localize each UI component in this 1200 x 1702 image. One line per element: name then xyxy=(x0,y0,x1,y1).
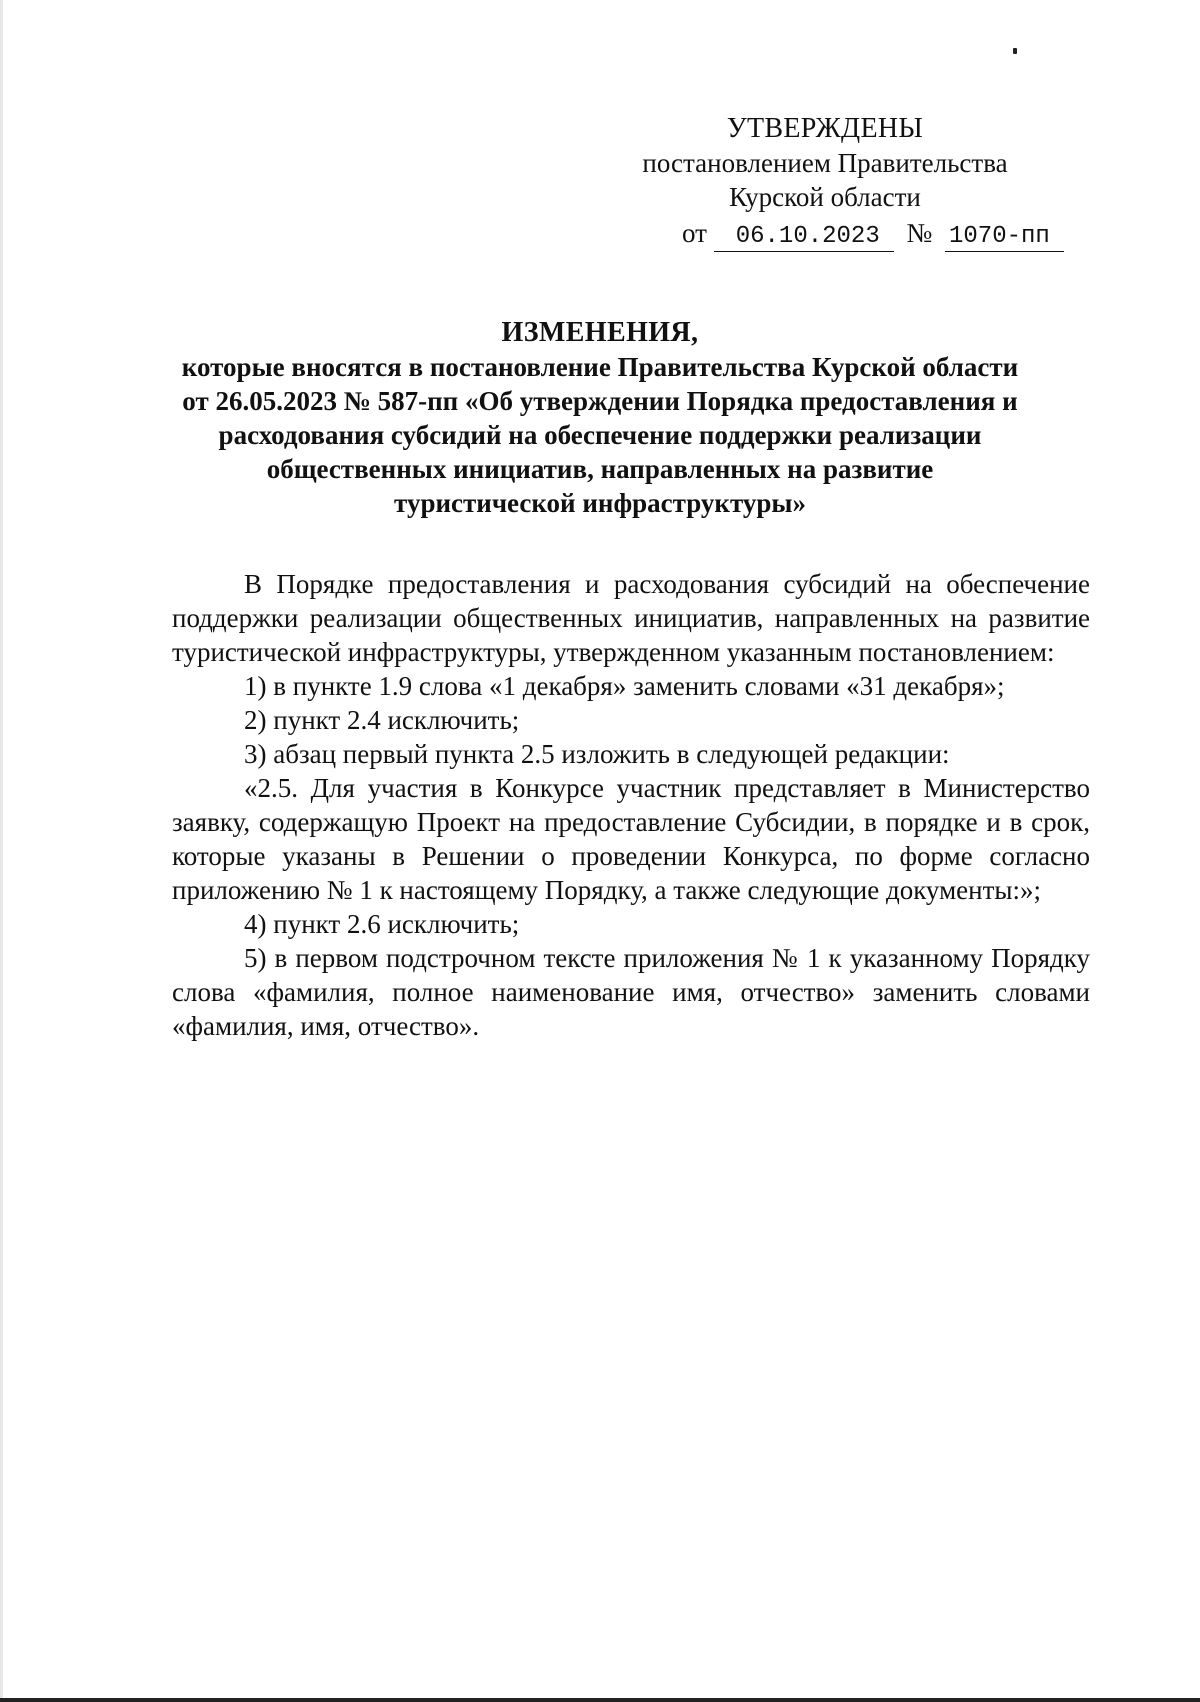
approval-stamp-block xyxy=(620,112,1120,252)
body-quoted-paragraph: «2.5. Для участия в Конкурсе участник представляет в Министерство заявку, содержащую Проект на предоставление Субсидии, в порядке и в срок, которые указаны в Решении о проведении Конкурса, по форме согласно приложению № 1 к настоящему Порядку, а также следующие документы:»; xyxy=(172,773,1090,905)
body-item-3: 3) абзац первый пункта 2.5 изложить в следующей редакции: xyxy=(244,739,950,769)
scan-bottom-edge xyxy=(0,1698,1200,1702)
approval-line-1: постановлением Правительства xyxy=(642,148,1008,178)
heading-subtitle-line: от 26.05.2023 № 587-пп «Об утверждении Порядка предоставления и xyxy=(182,386,1018,416)
body-item-5: 5) в первом подстрочном тексте приложения № 1 к указанному Порядку слова «фамилия, полное наименование имя, отчество» заменить словами «фамилия, имя, отчество». xyxy=(172,943,1090,1041)
scan-artifact-dot xyxy=(1013,48,1017,54)
document-heading xyxy=(140,316,1060,520)
heading-title: ИЗМЕНЕНИЯ, xyxy=(501,317,699,348)
heading-subtitle-line: расходования субсидий на обеспечение поддержки реализации xyxy=(218,420,982,450)
heading-subtitle-line: туристической инфраструктуры» xyxy=(394,488,806,518)
approval-title: УТВЕРЖДЕНЫ xyxy=(726,113,924,144)
body-item-1: 1) в пункте 1.9 слова «1 декабря» заменить словами «31 декабря»; xyxy=(244,671,1005,701)
approval-number: 1070-пп xyxy=(945,223,1064,252)
body-paragraph-intro: В Порядке предоставления и расходования субсидий на обеспечение поддержки реализации общественных инициатив, направленных на развитие туристической инфраструктуры, утвержденном указанным постановлением: xyxy=(172,569,1090,667)
approval-date: 06.10.2023 xyxy=(714,223,894,252)
approval-date-line xyxy=(620,216,1120,252)
number-prefix: № xyxy=(906,218,933,248)
scan-edge xyxy=(0,0,3,1702)
date-prefix: от xyxy=(682,218,707,248)
heading-subtitle-line: которые вносятся в постановление Правительства Курской области xyxy=(181,352,1019,382)
body-item-4: 4) пункт 2.6 исключить; xyxy=(244,909,520,939)
heading-subtitle-line: общественных инициатив, направленных на развитие xyxy=(266,454,934,484)
document-body xyxy=(172,567,1090,1043)
body-item-2: 2) пункт 2.4 исключить; xyxy=(244,705,520,735)
approval-line-2: Курской области xyxy=(729,182,921,212)
